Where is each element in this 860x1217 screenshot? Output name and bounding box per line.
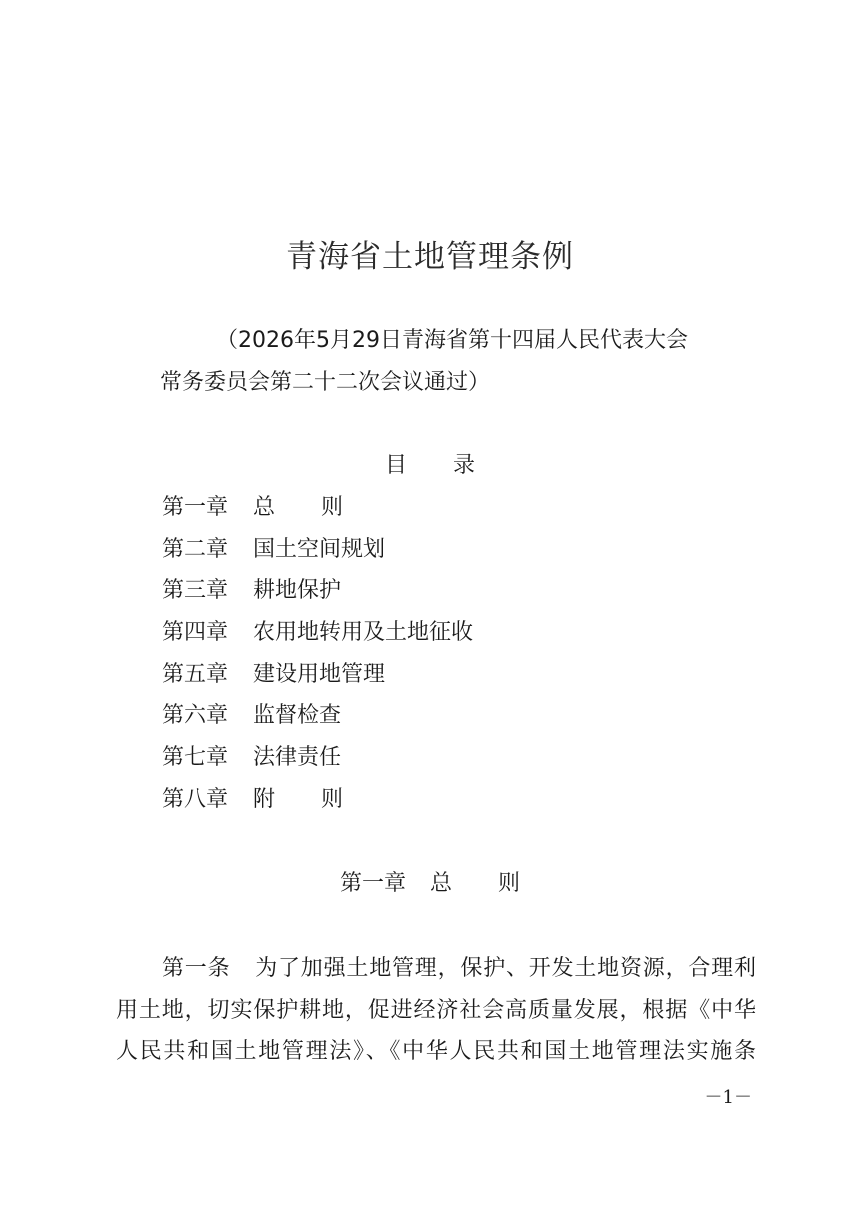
toc-chapter-number: 第八章 bbox=[162, 786, 229, 812]
toc-item bbox=[162, 570, 762, 612]
toc-heading-char-2: 录 bbox=[453, 453, 476, 478]
article-paragraph bbox=[116, 948, 756, 1073]
chapter-heading bbox=[0, 864, 860, 904]
toc-item bbox=[162, 487, 762, 529]
toc-chapter-title: 总 则 bbox=[253, 495, 344, 520]
toc-item bbox=[162, 779, 762, 821]
toc-item bbox=[162, 529, 762, 571]
chapter-title-char-2: 则 bbox=[498, 871, 521, 896]
toc-chapter-number: 第五章 bbox=[162, 661, 229, 687]
toc-heading bbox=[0, 446, 860, 486]
toc-chapter-number: 第六章 bbox=[162, 703, 229, 729]
adoption-note-line-1: （2026年5月29日青海省第十四届人民代表大会 bbox=[216, 328, 688, 353]
toc-chapter-number: 第七章 bbox=[162, 745, 229, 771]
table-of-contents bbox=[162, 487, 762, 821]
chapter-number: 第一章 bbox=[339, 871, 406, 896]
page-number: －1－ bbox=[704, 1087, 752, 1108]
toc-chapter-number: 第二章 bbox=[162, 536, 229, 562]
adoption-note-line-2: 常务委员会第二十二次会议通过） bbox=[160, 370, 491, 395]
toc-item bbox=[162, 654, 762, 696]
article-line: 用土地，切实保护耕地，促进经济社会高质量发展，根据《中华 bbox=[116, 997, 756, 1023]
toc-item bbox=[162, 737, 762, 779]
toc-chapter-title: 监督检查 bbox=[253, 703, 342, 729]
adoption-note bbox=[160, 320, 760, 404]
toc-chapter-number: 第一章 bbox=[162, 495, 229, 520]
toc-item bbox=[162, 612, 762, 654]
toc-chapter-number: 第三章 bbox=[162, 578, 229, 604]
chapter-title-char-1: 总 bbox=[429, 871, 452, 896]
toc-chapter-title: 耕地保护 bbox=[253, 578, 342, 604]
toc-chapter-title: 法律责任 bbox=[253, 745, 342, 771]
article-line: 人民共和国土地管理法》、《中华人民共和国土地管理法实施条 bbox=[116, 1039, 756, 1065]
toc-chapter-title: 附 则 bbox=[253, 786, 344, 812]
toc-chapter-title: 农用地转用及土地征收 bbox=[253, 620, 474, 646]
toc-chapter-number: 第四章 bbox=[162, 620, 229, 646]
toc-item bbox=[162, 695, 762, 737]
toc-chapter-title: 国土空间规划 bbox=[253, 536, 386, 562]
toc-heading-char-1: 目 bbox=[384, 453, 407, 478]
toc-chapter-title: 建设用地管理 bbox=[253, 661, 386, 687]
document-title: 青海省土地管理条例 bbox=[286, 239, 574, 275]
article-line: 第一条 为了加强土地管理，保护、开发土地资源，合理利 bbox=[162, 956, 756, 981]
article-label: 第一条 bbox=[162, 956, 231, 981]
